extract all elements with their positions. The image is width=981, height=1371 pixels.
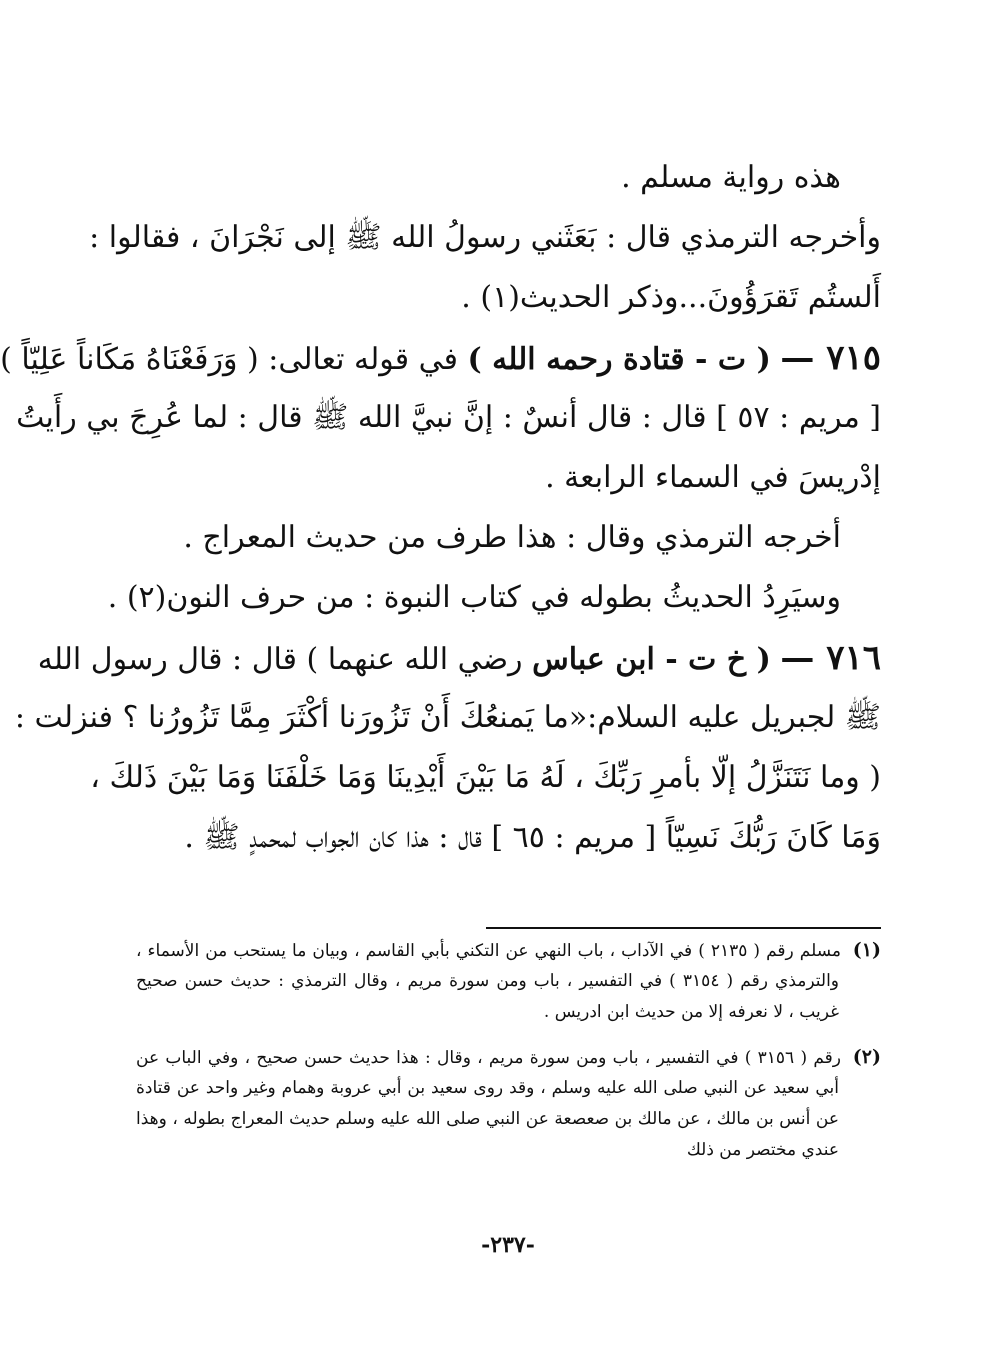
hadith-number: ٧١٦ — [780,638,881,678]
footnote-line: غريب ، لا نعرفه إلا من حديث ابن ادريس . [543,1002,839,1022]
footnote-marker: (١) [852,939,881,961]
hadith-716-heading [37,628,881,688]
text-line: وسيَرِدُ الحديثُ بطوله في كتاب النبوة : من حرف النون(٢) . [107,580,841,615]
text-line: ﷺ لجبريل عليه السلام:«ما يَمنعُكَ أَنْ تَزُورَنا أكْثَرَ مِمَّا تَزُورُنا ؟ فنزلت : [14,700,881,735]
main-text [0,148,881,868]
text-line: ( وما نَتَنَزَّلُ إلّا بأمرِ رَبِّكَ ، لَهُ مَا بَيْنَ أَيْدِينَا وَمَا خَلْفَنَا وَمَا بَيْنَ ذَلكَ ، [90,760,881,795]
footnote-gap [136,1028,881,1042]
text-line: [ مريم : ٥٧ ] قال : قال أنسٌ : إنَّ نبيَّ الله ﷺ قال : لما عُرِجَ بي رأَيتُ [16,400,881,435]
text-line: أخرجه الترمذي وقال : هذا طرف من حديث المعراج . [183,520,841,555]
hadith-source: ( خ ت - ابن عباس [532,642,771,677]
text-line: وَمَا كَانَ رَبُّكَ نَسِيّاً [ مريم : ٦٥ ] قال : هذا كان الجواب لمحمدٍ ﷺ . [184,820,881,855]
footnotes [136,935,881,1166]
page-number: -٢٣٧- [481,1232,535,1258]
footnote-line [136,935,881,966]
footnote-text: رقم ( ٣١٥٦ ) في التفسير ، باب ومن سورة مريم ، وقال : هذا حديث حسن صحيح ، وفي الباب عن [136,1048,841,1068]
footnote-divider [486,927,881,929]
footnote-line: عن أنس بن مالك ، عن مالك بن صعصعة عن النبي صلى الله عليه وسلم حديث المعراج بطوله ، وهذا [136,1109,839,1129]
footnote-text: مسلم رقم ( ٢١٣٥ ) في الآداب ، باب النهي عن التكني بأبي القاسم ، وبيان ما يستحب من الأسماء ، [136,941,841,961]
text-line: وأخرجه الترمذي قال : بَعَثَني رسولُ الله ﷺ إلى نَجْرَانَ ، فقالوا : [89,220,881,255]
text-line: هذه رواية مسلم . [621,160,841,195]
footnote-line: أبي سعيد عن النبي صلى الله عليه وسلم ، وقد روى سعيد بن أبي عروبة وهمام وغير واحد عن قتادة [136,1078,839,1098]
footnote-line [136,1042,881,1073]
hadith-text: في قوله تعالى: ( وَرَفَعْنَاهُ مَكَاناً عَلِيّاً ) [0,342,458,377]
hadith-715-heading [0,328,881,388]
footnote-line: عندي مختصر من ذلك [686,1140,839,1160]
footnote-marker: (٢) [852,1046,881,1068]
text-line: أَلستُم تَقرَؤُونَ...وذكر الحديث(١) . [461,280,881,315]
text-line: إدْريسَ في السماء الرابعة . [545,460,881,495]
footnote-line: والترمذي رقم ( ٣١٥٤ ) في التفسير ، باب ومن سورة مريم ، وقال الترمذي : حديث حسن صحيح [136,971,839,991]
hadith-number: ٧١٥ — [780,338,881,378]
hadith-source: ( ت - قتادة رحمه الله ) [467,342,771,377]
hadith-text: رضي الله عنهما ) قال : قال رسول الله [37,642,523,677]
